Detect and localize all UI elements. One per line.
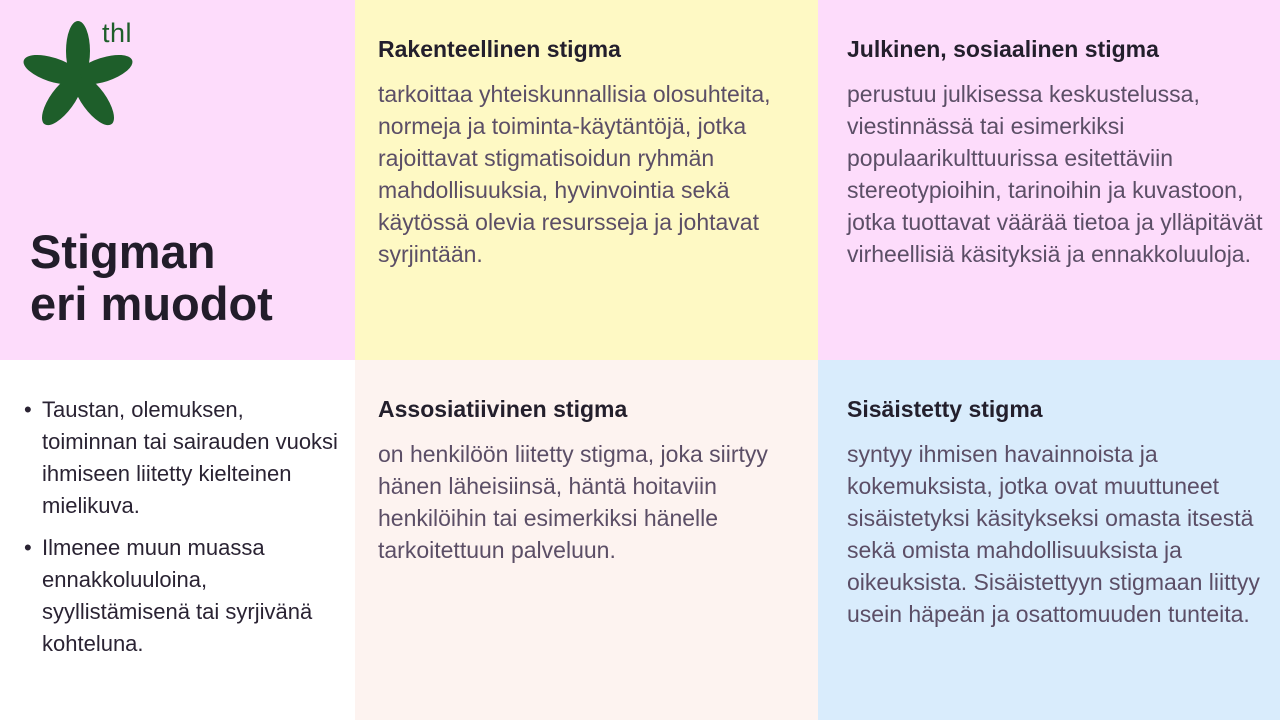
bullet-icon: •	[24, 397, 32, 422]
list-item-text: Taustan, olemuksen, toiminnan tai sairauden vuoksi ihmiseen liitetty kielteinen mielikuva.	[42, 397, 338, 518]
public-stigma-text: perustuu julkisessa keskustelussa, viestinnässä tai esimerkiksi populaarikulttuurissa esitettäviin stereotypioihin, tarinoihin ja kuvastoon, jotka tuottavat väärää tietoa ja ylläpitävät virheellisiä käsityksiä ja ennakkoluuloja.	[847, 81, 1263, 267]
bullet-icon: •	[24, 535, 32, 560]
internalized-stigma-text: syntyy ihmisen havainnoista ja kokemuksista, jotka ovat muuttuneet sisäistetyksi käsitykseksi omasta itsestä sekä omista mahdollisuuksista ja oikeuksista. Sisäistettyyn stigmaan liittyy usein häpeän ja osattomuuden tunteita.	[847, 441, 1260, 627]
title-panel	[0, 0, 355, 360]
internalized-stigma-heading: Sisäistetty stigma	[847, 396, 1043, 422]
list-item-text: Ilmenee muun muassa ennakkoluuloina, syyllistämisenä tai syrjivänä kohteluna.	[42, 535, 313, 656]
logo-text: thl	[102, 18, 133, 48]
page-title	[30, 226, 273, 330]
list-item	[22, 394, 342, 522]
structural-stigma-box	[355, 0, 818, 360]
structural-stigma-heading: Rakenteellinen stigma	[378, 36, 621, 62]
list-item	[22, 532, 342, 660]
definition-list	[22, 394, 342, 670]
structural-stigma-text: tarkoittaa yhteiskunnallisia olosuhteita, normeja ja toiminta-käytäntöjä, jotka rajoittavat stigmatisoidun ryhmän mahdollisuuksia, hyvinvointia sekä käytössä olevia resursseja ja johtavat syrjintään.	[378, 81, 771, 267]
associative-stigma-text: on henkilöön liitetty stigma, joka siirtyy hänen läheisiinsä, häntä hoitaviin henkilöihin tai esimerkiksi hänelle tarkoitettuun palveluun.	[378, 441, 768, 563]
internalized-stigma-box	[818, 360, 1280, 720]
page-title-line-2: eri muodot	[30, 277, 273, 330]
associative-stigma-heading: Assosiatiivinen stigma	[378, 396, 628, 422]
page-title-line-1: Stigman	[30, 225, 216, 278]
definition-panel	[0, 360, 355, 720]
associative-stigma-box	[355, 360, 818, 720]
public-stigma-box	[818, 0, 1280, 360]
public-stigma-heading: Julkinen, sosiaalinen stigma	[847, 36, 1159, 62]
